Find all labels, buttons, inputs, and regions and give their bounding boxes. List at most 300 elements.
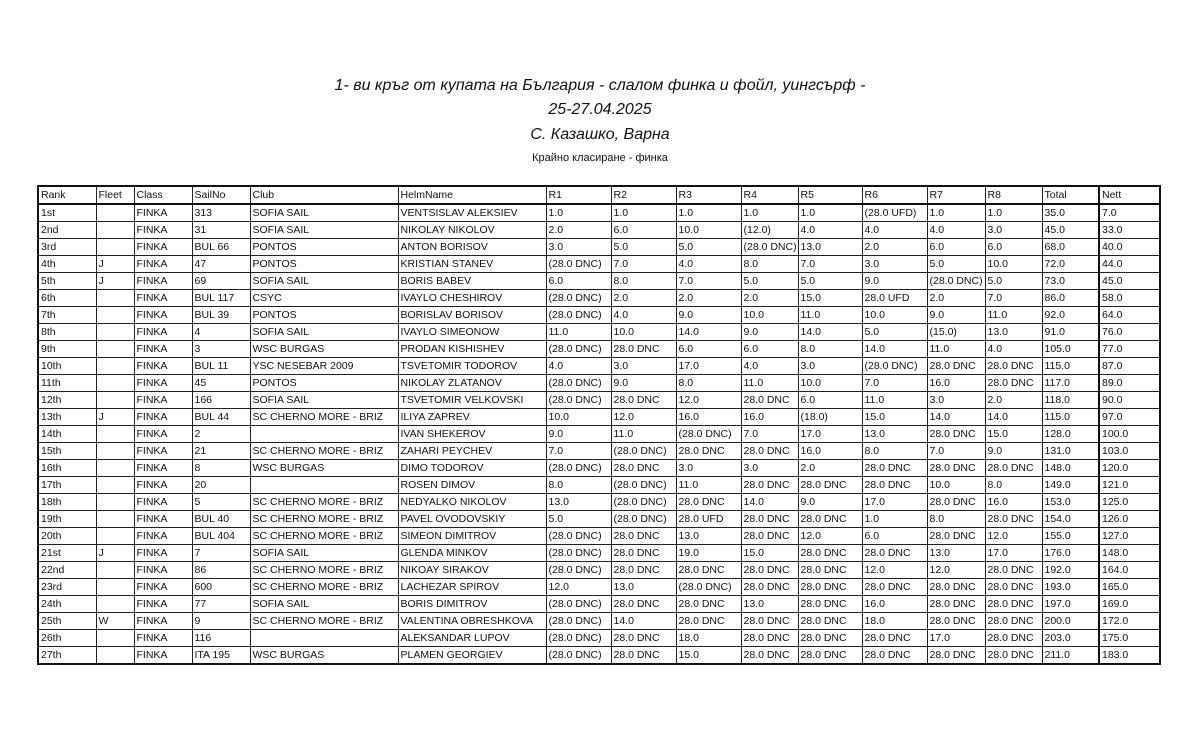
- cell-total: 192.0: [1042, 562, 1099, 579]
- cell-r1: 6.0: [546, 273, 611, 290]
- cell-class: FINKA: [134, 647, 192, 665]
- cell-r3: 28.0 DNC: [676, 494, 741, 511]
- cell-r3: 11.0: [676, 477, 741, 494]
- cell-total: 86.0: [1042, 290, 1099, 307]
- cell-r4: 28.0 DNC: [741, 562, 798, 579]
- cell-r3: 28.0 DNC: [676, 443, 741, 460]
- cell-sail-no: BUL 39: [192, 307, 250, 324]
- cell-r4: 3.0: [741, 460, 798, 477]
- cell-helm-name: NIKOLAY ZLATANOV: [398, 375, 546, 392]
- cell-fleet: [96, 239, 134, 256]
- cell-club: SOFIA SAIL: [250, 596, 398, 613]
- cell-fleet: [96, 222, 134, 239]
- cell-r7: 4.0: [927, 222, 985, 239]
- cell-r7: 28.0 DNC: [927, 647, 985, 665]
- cell-rank: 13th: [38, 409, 96, 426]
- cell-nett: 121.0: [1099, 477, 1160, 494]
- column-header-r2: R2: [611, 186, 676, 204]
- cell-r6: (28.0 UFD): [862, 204, 927, 222]
- cell-helm-name: IVAYLO CHESHIROV: [398, 290, 546, 307]
- cell-r5: 1.0: [798, 204, 862, 222]
- table-row: [38, 324, 1160, 341]
- cell-r2: 28.0 DNC: [611, 460, 676, 477]
- cell-nett: 120.0: [1099, 460, 1160, 477]
- cell-r7: 16.0: [927, 375, 985, 392]
- cell-club: SC CHERNO MORE - BRIZ: [250, 409, 398, 426]
- cell-r4: 28.0 DNC: [741, 443, 798, 460]
- cell-total: 176.0: [1042, 545, 1099, 562]
- cell-sail-no: 20: [192, 477, 250, 494]
- cell-club: SOFIA SAIL: [250, 324, 398, 341]
- cell-r4: 28.0 DNC: [741, 392, 798, 409]
- cell-nett: 77.0: [1099, 341, 1160, 358]
- cell-sail-no: BUL 117: [192, 290, 250, 307]
- cell-fleet: [96, 204, 134, 222]
- cell-total: 149.0: [1042, 477, 1099, 494]
- cell-total: 128.0: [1042, 426, 1099, 443]
- cell-r8: 9.0: [985, 443, 1042, 460]
- cell-r8: 5.0: [985, 273, 1042, 290]
- cell-nett: 175.0: [1099, 630, 1160, 647]
- cell-r5: (18.0): [798, 409, 862, 426]
- cell-class: FINKA: [134, 596, 192, 613]
- cell-club: SC CHERNO MORE - BRIZ: [250, 613, 398, 630]
- cell-r6: 9.0: [862, 273, 927, 290]
- cell-r2: 7.0: [611, 256, 676, 273]
- cell-helm-name: PLAMEN GEORGIEV: [398, 647, 546, 665]
- cell-nett: 45.0: [1099, 273, 1160, 290]
- cell-r2: 11.0: [611, 426, 676, 443]
- cell-r4: 6.0: [741, 341, 798, 358]
- cell-r8: 4.0: [985, 341, 1042, 358]
- cell-r6: 12.0: [862, 562, 927, 579]
- cell-total: 117.0: [1042, 375, 1099, 392]
- cell-r7: 28.0 DNC: [927, 494, 985, 511]
- cell-r8: 12.0: [985, 528, 1042, 545]
- cell-rank: 20th: [38, 528, 96, 545]
- cell-class: FINKA: [134, 324, 192, 341]
- cell-rank: 10th: [38, 358, 96, 375]
- cell-r7: 11.0: [927, 341, 985, 358]
- cell-r3: 28.0 DNC: [676, 562, 741, 579]
- cell-rank: 6th: [38, 290, 96, 307]
- cell-total: 197.0: [1042, 596, 1099, 613]
- cell-r2: 9.0: [611, 375, 676, 392]
- cell-r4: 28.0 DNC: [741, 528, 798, 545]
- table-row: [38, 409, 1160, 426]
- cell-rank: 25th: [38, 613, 96, 630]
- table-row: [38, 477, 1160, 494]
- cell-r1: (28.0 DNC): [546, 545, 611, 562]
- cell-club: WSC BURGAS: [250, 341, 398, 358]
- cell-nett: 76.0: [1099, 324, 1160, 341]
- header-row: [38, 186, 1160, 204]
- column-header-total: Total: [1042, 186, 1099, 204]
- cell-r7: 3.0: [927, 392, 985, 409]
- cell-rank: 21st: [38, 545, 96, 562]
- cell-r8: 28.0 DNC: [985, 358, 1042, 375]
- cell-r8: 28.0 DNC: [985, 630, 1042, 647]
- cell-r6: 28.0 DNC: [862, 647, 927, 665]
- cell-r4: 28.0 DNC: [741, 613, 798, 630]
- cell-sail-no: 4: [192, 324, 250, 341]
- cell-r1: (28.0 DNC): [546, 290, 611, 307]
- cell-club: SOFIA SAIL: [250, 222, 398, 239]
- cell-r6: 18.0: [862, 613, 927, 630]
- cell-helm-name: GLENDA MINKOV: [398, 545, 546, 562]
- column-header-r5: R5: [798, 186, 862, 204]
- cell-nett: 40.0: [1099, 239, 1160, 256]
- cell-r4: 14.0: [741, 494, 798, 511]
- table-row: [38, 307, 1160, 324]
- cell-r5: 6.0: [798, 392, 862, 409]
- cell-r1: (28.0 DNC): [546, 392, 611, 409]
- cell-r4: 15.0: [741, 545, 798, 562]
- cell-sail-no: BUL 66: [192, 239, 250, 256]
- cell-fleet: [96, 307, 134, 324]
- cell-sail-no: BUL 11: [192, 358, 250, 375]
- cell-sail-no: 116: [192, 630, 250, 647]
- cell-sail-no: ITA 195: [192, 647, 250, 665]
- cell-fleet: [96, 392, 134, 409]
- cell-total: 35.0: [1042, 204, 1099, 222]
- cell-nett: 58.0: [1099, 290, 1160, 307]
- cell-sail-no: 69: [192, 273, 250, 290]
- cell-sail-no: 21: [192, 443, 250, 460]
- cell-r5: 3.0: [798, 358, 862, 375]
- cell-r1: (28.0 DNC): [546, 630, 611, 647]
- cell-helm-name: IVAN SHEKEROV: [398, 426, 546, 443]
- cell-r2: (28.0 DNC): [611, 443, 676, 460]
- cell-r6: 5.0: [862, 324, 927, 341]
- table-row: [38, 528, 1160, 545]
- cell-rank: 24th: [38, 596, 96, 613]
- cell-r5: 28.0 DNC: [798, 477, 862, 494]
- cell-r8: 3.0: [985, 222, 1042, 239]
- table-row: [38, 596, 1160, 613]
- cell-sail-no: BUL 40: [192, 511, 250, 528]
- cell-class: FINKA: [134, 426, 192, 443]
- cell-total: 131.0: [1042, 443, 1099, 460]
- cell-nett: 169.0: [1099, 596, 1160, 613]
- cell-r5: 28.0 DNC: [798, 579, 862, 596]
- cell-helm-name: NEDYALKO NIKOLOV: [398, 494, 546, 511]
- cell-fleet: J: [96, 256, 134, 273]
- cell-r4: 8.0: [741, 256, 798, 273]
- cell-r2: 28.0 DNC: [611, 392, 676, 409]
- cell-r8: 6.0: [985, 239, 1042, 256]
- cell-r5: 5.0: [798, 273, 862, 290]
- cell-r1: (28.0 DNC): [546, 307, 611, 324]
- table-row: [38, 511, 1160, 528]
- results-body: [38, 204, 1160, 664]
- cell-r7: 14.0: [927, 409, 985, 426]
- cell-r3: 7.0: [676, 273, 741, 290]
- cell-r6: 14.0: [862, 341, 927, 358]
- cell-r5: 8.0: [798, 341, 862, 358]
- cell-club: WSC BURGAS: [250, 460, 398, 477]
- cell-rank: 11th: [38, 375, 96, 392]
- cell-r5: 16.0: [798, 443, 862, 460]
- cell-r3: 3.0: [676, 460, 741, 477]
- cell-fleet: [96, 460, 134, 477]
- cell-r2: 28.0 DNC: [611, 341, 676, 358]
- column-header-nett: Nett: [1099, 186, 1160, 204]
- cell-r4: (28.0 DNC): [741, 239, 798, 256]
- document-title: 1- ви кръг от купата на България - слалом финка и фойл, уингсърф -: [334, 77, 866, 94]
- cell-sail-no: 8: [192, 460, 250, 477]
- cell-r7: 12.0: [927, 562, 985, 579]
- event-location: С. Казашко, Варна: [530, 126, 670, 143]
- cell-rank: 23rd: [38, 579, 96, 596]
- cell-r8: 28.0 DNC: [985, 647, 1042, 665]
- cell-fleet: [96, 511, 134, 528]
- cell-rank: 26th: [38, 630, 96, 647]
- cell-r8: 10.0: [985, 256, 1042, 273]
- cell-r3: 17.0: [676, 358, 741, 375]
- cell-r8: 11.0: [985, 307, 1042, 324]
- cell-r1: 12.0: [546, 579, 611, 596]
- cell-r3: 28.0 DNC: [676, 613, 741, 630]
- cell-r2: 13.0: [611, 579, 676, 596]
- cell-r8: 28.0 DNC: [985, 596, 1042, 613]
- table-row: [38, 613, 1160, 630]
- cell-r4: 28.0 DNC: [741, 477, 798, 494]
- cell-r1: 4.0: [546, 358, 611, 375]
- cell-r8: 28.0 DNC: [985, 613, 1042, 630]
- cell-r3: 2.0: [676, 290, 741, 307]
- event-dates: 25-27.04.2025: [548, 101, 652, 118]
- cell-club: PONTOS: [250, 375, 398, 392]
- cell-r5: 28.0 DNC: [798, 596, 862, 613]
- cell-nett: 100.0: [1099, 426, 1160, 443]
- cell-nett: 183.0: [1099, 647, 1160, 665]
- cell-sail-no: 600: [192, 579, 250, 596]
- cell-fleet: [96, 358, 134, 375]
- cell-rank: 22nd: [38, 562, 96, 579]
- cell-club: PONTOS: [250, 239, 398, 256]
- cell-r7: 6.0: [927, 239, 985, 256]
- cell-r2: 4.0: [611, 307, 676, 324]
- cell-r3: 28.0 UFD: [676, 511, 741, 528]
- cell-r1: 8.0: [546, 477, 611, 494]
- cell-r5: 28.0 DNC: [798, 545, 862, 562]
- cell-r4: 28.0 DNC: [741, 511, 798, 528]
- cell-r7: 28.0 DNC: [927, 426, 985, 443]
- cell-r2: 14.0: [611, 613, 676, 630]
- cell-total: 92.0: [1042, 307, 1099, 324]
- cell-r6: 4.0: [862, 222, 927, 239]
- cell-class: FINKA: [134, 511, 192, 528]
- cell-r2: 28.0 DNC: [611, 528, 676, 545]
- cell-club: SC CHERNO MORE - BRIZ: [250, 579, 398, 596]
- cell-r2: 8.0: [611, 273, 676, 290]
- cell-sail-no: 9: [192, 613, 250, 630]
- cell-r5: 28.0 DNC: [798, 647, 862, 665]
- cell-r8: 8.0: [985, 477, 1042, 494]
- cell-r7: 5.0: [927, 256, 985, 273]
- cell-rank: 16th: [38, 460, 96, 477]
- cell-r7: 7.0: [927, 443, 985, 460]
- cell-r6: 2.0: [862, 239, 927, 256]
- cell-helm-name: DIMO TODOROV: [398, 460, 546, 477]
- cell-r6: 7.0: [862, 375, 927, 392]
- cell-total: 105.0: [1042, 341, 1099, 358]
- cell-r1: 3.0: [546, 239, 611, 256]
- cell-r7: 28.0 DNC: [927, 613, 985, 630]
- cell-r5: 17.0: [798, 426, 862, 443]
- results-subtitle: Крайно класиране - финка: [532, 152, 668, 164]
- cell-class: FINKA: [134, 528, 192, 545]
- column-header-sail-no: SailNo: [192, 186, 250, 204]
- cell-helm-name: KRISTIAN STANEV: [398, 256, 546, 273]
- cell-rank: 19th: [38, 511, 96, 528]
- cell-total: 211.0: [1042, 647, 1099, 665]
- table-row: [38, 222, 1160, 239]
- table-row: [38, 579, 1160, 596]
- cell-r5: 7.0: [798, 256, 862, 273]
- cell-nett: 165.0: [1099, 579, 1160, 596]
- cell-r3: 19.0: [676, 545, 741, 562]
- cell-r8: 1.0: [985, 204, 1042, 222]
- column-header-club: Club: [250, 186, 398, 204]
- cell-total: 45.0: [1042, 222, 1099, 239]
- cell-sail-no: 7: [192, 545, 250, 562]
- table-row: [38, 358, 1160, 375]
- cell-r2: 28.0 DNC: [611, 545, 676, 562]
- cell-class: FINKA: [134, 443, 192, 460]
- cell-total: 72.0: [1042, 256, 1099, 273]
- cell-r1: 13.0: [546, 494, 611, 511]
- cell-class: FINKA: [134, 579, 192, 596]
- cell-club: PONTOS: [250, 256, 398, 273]
- cell-helm-name: NIKOLAY NIKOLOV: [398, 222, 546, 239]
- cell-helm-name: ILIYA ZAPREV: [398, 409, 546, 426]
- cell-helm-name: PAVEL OVODOVSKIY: [398, 511, 546, 528]
- cell-r3: (28.0 DNC): [676, 426, 741, 443]
- cell-club: SC CHERNO MORE - BRIZ: [250, 528, 398, 545]
- cell-club: [250, 477, 398, 494]
- cell-r1: (28.0 DNC): [546, 460, 611, 477]
- table-row: [38, 460, 1160, 477]
- cell-helm-name: NIKOAY SIRAKOV: [398, 562, 546, 579]
- cell-helm-name: TSVETOMIR TODOROV: [398, 358, 546, 375]
- cell-r4: 10.0: [741, 307, 798, 324]
- cell-r1: 2.0: [546, 222, 611, 239]
- cell-r7: 10.0: [927, 477, 985, 494]
- cell-r5: 12.0: [798, 528, 862, 545]
- table-row: [38, 392, 1160, 409]
- cell-r1: 5.0: [546, 511, 611, 528]
- cell-sail-no: BUL 44: [192, 409, 250, 426]
- cell-r8: 28.0 DNC: [985, 460, 1042, 477]
- cell-r3: 8.0: [676, 375, 741, 392]
- cell-class: FINKA: [134, 239, 192, 256]
- cell-sail-no: 2: [192, 426, 250, 443]
- cell-r1: (28.0 DNC): [546, 613, 611, 630]
- cell-r4: 28.0 DNC: [741, 647, 798, 665]
- cell-total: 200.0: [1042, 613, 1099, 630]
- cell-r5: 4.0: [798, 222, 862, 239]
- cell-r6: 28.0 DNC: [862, 579, 927, 596]
- cell-r4: 2.0: [741, 290, 798, 307]
- table-row: [38, 375, 1160, 392]
- cell-helm-name: BORIS BABEV: [398, 273, 546, 290]
- column-header-r1: R1: [546, 186, 611, 204]
- cell-class: FINKA: [134, 630, 192, 647]
- cell-r4: 13.0: [741, 596, 798, 613]
- cell-r8: 28.0 DNC: [985, 375, 1042, 392]
- cell-r3: 1.0: [676, 204, 741, 222]
- cell-fleet: [96, 324, 134, 341]
- cell-r2: 2.0: [611, 290, 676, 307]
- cell-helm-name: ANTON BORISOV: [398, 239, 546, 256]
- cell-rank: 7th: [38, 307, 96, 324]
- cell-r8: 13.0: [985, 324, 1042, 341]
- column-header-r6: R6: [862, 186, 927, 204]
- cell-total: 148.0: [1042, 460, 1099, 477]
- cell-helm-name: ZAHARI PEYCHEV: [398, 443, 546, 460]
- table-row: [38, 630, 1160, 647]
- column-header-rank: Rank: [38, 186, 96, 204]
- cell-r7: 13.0: [927, 545, 985, 562]
- cell-r5: 13.0: [798, 239, 862, 256]
- cell-nett: 87.0: [1099, 358, 1160, 375]
- column-header-r4: R4: [741, 186, 798, 204]
- cell-helm-name: PRODAN KISHISHEV: [398, 341, 546, 358]
- cell-class: FINKA: [134, 341, 192, 358]
- cell-club: CSYC: [250, 290, 398, 307]
- cell-fleet: [96, 477, 134, 494]
- cell-class: FINKA: [134, 273, 192, 290]
- cell-r7: 8.0: [927, 511, 985, 528]
- cell-fleet: [96, 290, 134, 307]
- cell-rank: 15th: [38, 443, 96, 460]
- cell-nett: 172.0: [1099, 613, 1160, 630]
- cell-helm-name: BORISLAV BORISOV: [398, 307, 546, 324]
- cell-r6: 10.0: [862, 307, 927, 324]
- cell-r2: 12.0: [611, 409, 676, 426]
- cell-class: FINKA: [134, 562, 192, 579]
- cell-total: 68.0: [1042, 239, 1099, 256]
- cell-r4: 28.0 DNC: [741, 630, 798, 647]
- cell-sail-no: 313: [192, 204, 250, 222]
- cell-club: SC CHERNO MORE - BRIZ: [250, 511, 398, 528]
- cell-r7: 17.0: [927, 630, 985, 647]
- cell-r2: (28.0 DNC): [611, 511, 676, 528]
- cell-nett: 125.0: [1099, 494, 1160, 511]
- cell-total: 115.0: [1042, 358, 1099, 375]
- cell-r2: 1.0: [611, 204, 676, 222]
- cell-class: FINKA: [134, 307, 192, 324]
- cell-club: SOFIA SAIL: [250, 204, 398, 222]
- cell-club: WSC BURGAS: [250, 647, 398, 665]
- cell-r6: 3.0: [862, 256, 927, 273]
- cell-r3: 18.0: [676, 630, 741, 647]
- cell-rank: 17th: [38, 477, 96, 494]
- cell-total: 203.0: [1042, 630, 1099, 647]
- cell-r8: 2.0: [985, 392, 1042, 409]
- cell-r7: (15.0): [927, 324, 985, 341]
- cell-r4: (12.0): [741, 222, 798, 239]
- cell-rank: 5th: [38, 273, 96, 290]
- cell-r5: 14.0: [798, 324, 862, 341]
- cell-helm-name: VALENTINA OBRESHKOVA: [398, 613, 546, 630]
- cell-class: FINKA: [134, 204, 192, 222]
- cell-helm-name: SIMEON DIMITROV: [398, 528, 546, 545]
- cell-nett: 103.0: [1099, 443, 1160, 460]
- cell-class: FINKA: [134, 460, 192, 477]
